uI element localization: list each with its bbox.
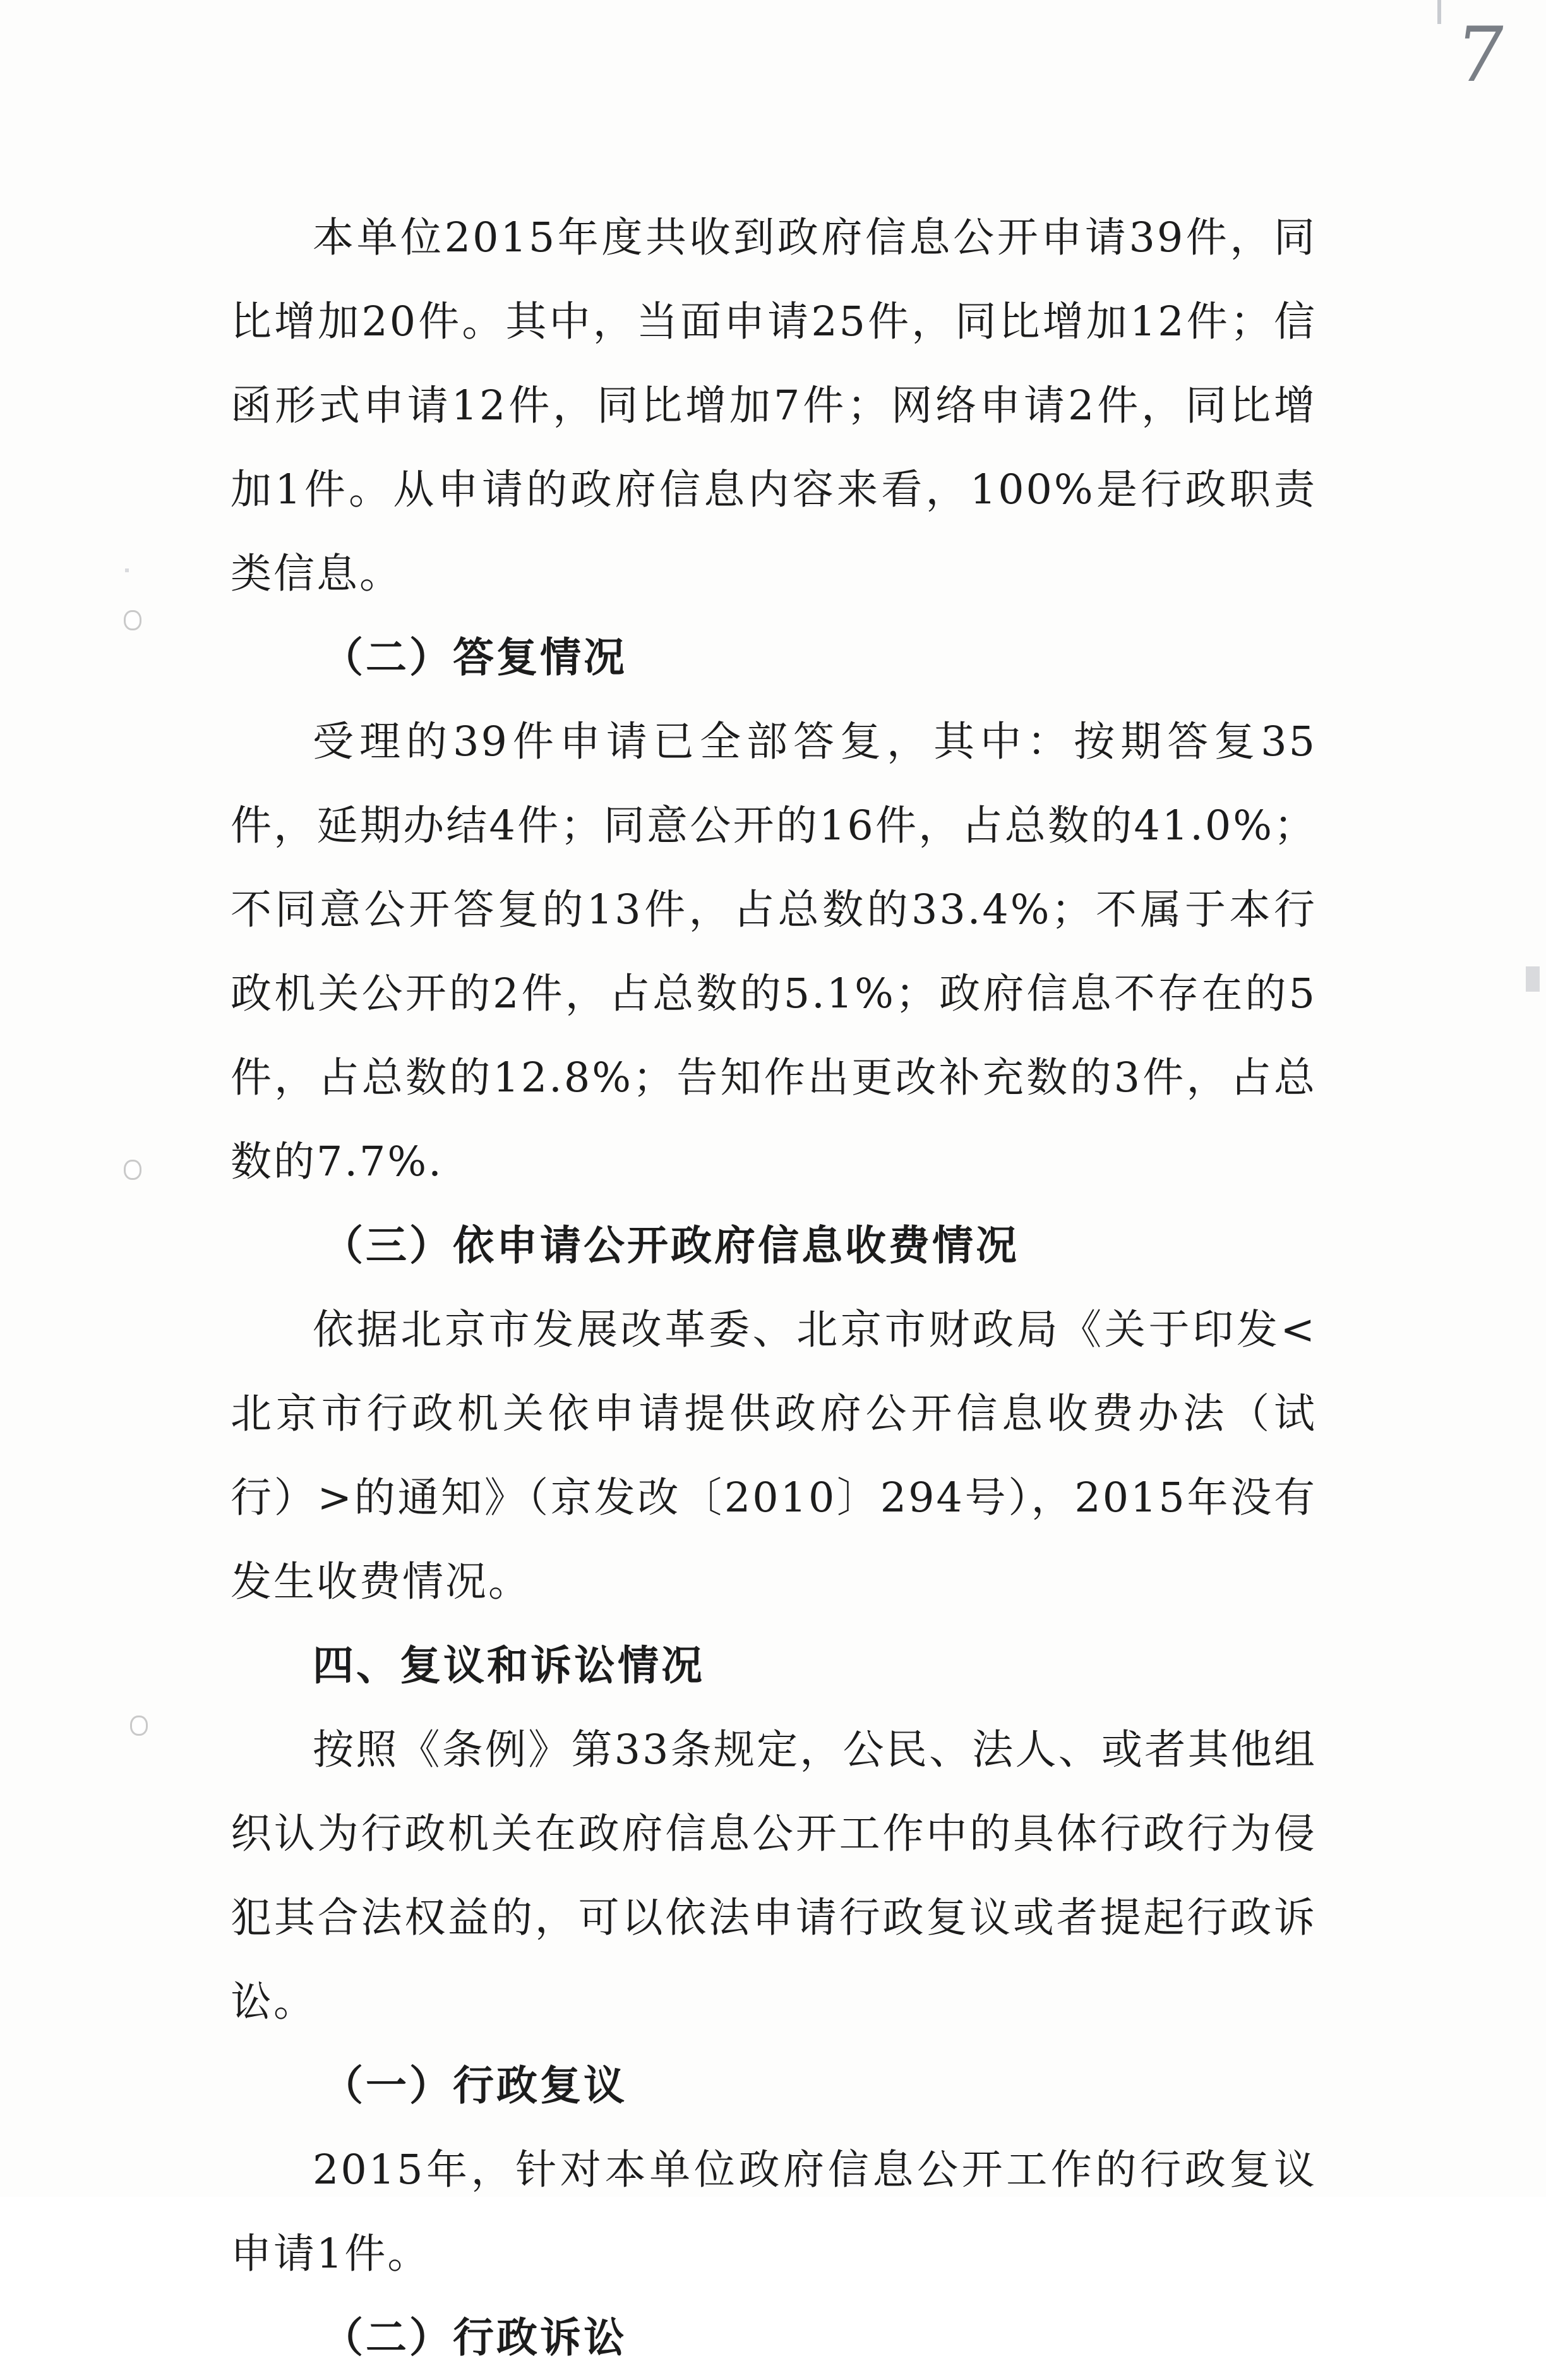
paragraph-reply-stats: 受理的39件申请已全部答复，其中：按期答复35件，延期办结4件；同意公开的16件，占总数的41.0%；不同意公开答复的13件，占总数的33.4%；不属于本行政机关公开的2件，占总数的5.1%；政府信息不存在的5件，占总数的12.8%；告知作出更改补充数的3件，占总数的7.7%.	[231, 718, 1317, 1186]
heading-administrative-litigation: （二）行政诉讼	[322, 2314, 628, 2362]
scan-edge-mark	[1437, 0, 1441, 24]
heading-review-litigation: 四、复议和诉讼情况	[313, 1642, 705, 1690]
scan-speck	[125, 568, 129, 572]
paragraph-regulation: 按照《条例》第33条规定，公民、法人、或者其他组织认为行政机关在政府信息公开工作中的具体行政行为侵犯其合法权益的，可以依法申请行政复议或者提起行政诉讼。	[231, 1726, 1317, 2026]
heading-administrative-review: （一）行政复议	[322, 2062, 628, 2110]
handwritten-page-number: 7	[1450, 11, 1511, 99]
binding-hole-mark	[124, 610, 141, 630]
binding-hole-mark	[130, 1716, 148, 1736]
heading-fee-status: （三）依申请公开政府信息收费情况	[322, 1222, 1020, 1270]
paragraph-review-count: 2015年，针对本单位政府信息公开工作的行政复议申请1件。	[231, 2146, 1317, 2278]
binding-hole-mark	[124, 1160, 141, 1180]
scan-speck	[1526, 966, 1540, 992]
paragraph-application-stats: 本单位2015年度共收到政府信息公开申请39件，同比增加20件。其中，当面申请25件，同比增加12件；信函形式申请12件，同比增加7件；网络申请2件，同比增加1件。从申请的政府信息内容来看，100%是行政职责类信息。	[231, 214, 1317, 598]
paragraph-fee-basis: 依据北京市发展改革委、北京市财政局《关于印发<北京市行政机关依申请提供政府公开信息收费办法（试行）>的通知》（京发改〔2010〕294号），2015年没有发生收费情况。	[231, 1306, 1317, 1606]
heading-reply-status: （二）答复情况	[322, 634, 628, 682]
document-body	[231, 196, 1317, 2380]
